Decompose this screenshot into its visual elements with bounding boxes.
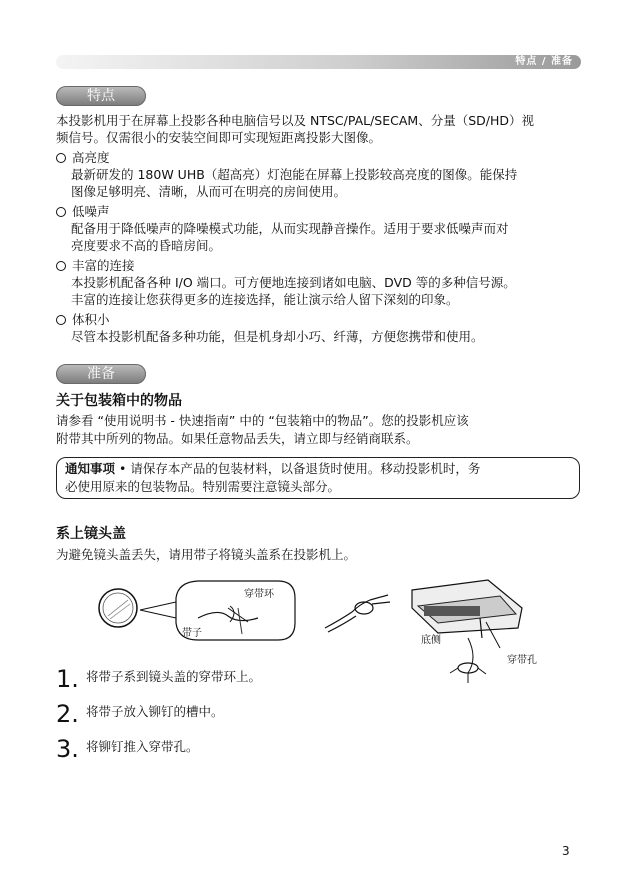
header-bar — [56, 55, 581, 69]
contents-heading: 关于包装箱中的物品 — [56, 393, 182, 409]
feature-desc-line: 尽管本投影机配备多种功能，但是机身却小巧、纤薄，方便您携带和使用。 — [71, 329, 484, 344]
feature-desc-line: 图像足够明亮、清晰，从而可在明亮的房间使用。 — [71, 184, 347, 199]
step-1-text: 将带子系到镜头盖的穿带环上。 — [86, 669, 262, 684]
strap-loop-callout — [138, 578, 298, 643]
feature-desc-line: 配备用于降低噪声的降噪模式功能，从而实现静音操作。适用于要求低噪声而对 — [71, 221, 509, 236]
features-intro-line-2: 频信号。仅需很小的安装空间即可实现短距离投影大图像。 — [56, 130, 382, 145]
notice-line-1: 通知事项 • 请保存本产品的包装材料，以备退货时使用。移动投影机时，务 — [65, 461, 481, 476]
features-intro-line-1: 本投影机用于在屏幕上投影各种电脑信号以及 NTSC/PAL/SECAM、分量（SD/HD）视 — [56, 113, 534, 128]
page-number: 3 — [562, 844, 570, 858]
feature-desc-line: 丰富的连接让您获得更多的连接选择，能让演示给人留下深刻的印象。 — [71, 292, 459, 307]
lens-cap-illustration — [96, 586, 141, 631]
figure-label-hole: 穿带孔 — [507, 655, 537, 666]
strap-rivet-illustration — [320, 590, 395, 635]
figure-label-bottom: 底侧 — [421, 635, 441, 646]
figure-label-strap: 带子 — [182, 628, 202, 639]
features-pill: 特点 — [56, 86, 146, 106]
feature-desc-line: 亮度要求不高的昏暗房间。 — [71, 238, 222, 253]
lens-intro: 为避免镜头盖丢失，请用带子将镜头盖系在投影机上。 — [56, 547, 357, 562]
step-2-text: 将带子放入铆钉的槽中。 — [86, 704, 224, 719]
feature-title: 低噪声 — [72, 204, 110, 219]
step-2-number: 2. — [56, 700, 79, 728]
bullet-ring-icon — [56, 207, 66, 217]
bullet-ring-icon — [56, 153, 66, 163]
feature-desc-line: 本投影机配备各种 I/O 端口。可方便地连接到诸如电脑、DVD 等的多种信号源。 — [71, 275, 516, 290]
notice-title: 通知事项 — [65, 461, 116, 476]
feature-item-connectivity — [56, 257, 135, 274]
section-label: 特点 / 准备 — [515, 56, 573, 67]
figure-label-loop: 穿带环 — [244, 589, 274, 600]
feature-desc-line: 最新研发的 180W UHB（超高亮）灯泡能在屏幕上投影较高亮度的图像。能保持 — [71, 167, 518, 182]
step-3-number: 3. — [56, 735, 79, 763]
feature-title: 丰富的连接 — [72, 258, 135, 273]
feature-title: 体积小 — [72, 312, 110, 327]
feature-item-low-noise — [56, 203, 110, 220]
lens-heading: 系上镜头盖 — [56, 526, 126, 542]
notice-box — [56, 457, 580, 499]
feature-item-brightness — [56, 149, 110, 166]
prepare-pill: 准备 — [56, 364, 146, 384]
bullet-ring-icon — [56, 315, 66, 325]
notice-line-2: 必使用原来的包装物品。特别需要注意镜头部分。 — [65, 479, 341, 494]
contents-line-2: 附带其中所列的物品。如果任意物品丢失，请立即与经销商联系。 — [56, 431, 419, 446]
contents-line-1: 请参看 “使用说明书 - 快速指南” 中的 “包装箱中的物品”。您的投影机应该 — [56, 413, 469, 428]
step-1-number: 1. — [56, 665, 79, 693]
bullet-ring-icon — [56, 261, 66, 271]
feature-item-compact — [56, 311, 110, 328]
step-3-text: 将铆钉推入穿带孔。 — [86, 739, 199, 754]
feature-title: 高亮度 — [72, 150, 110, 165]
